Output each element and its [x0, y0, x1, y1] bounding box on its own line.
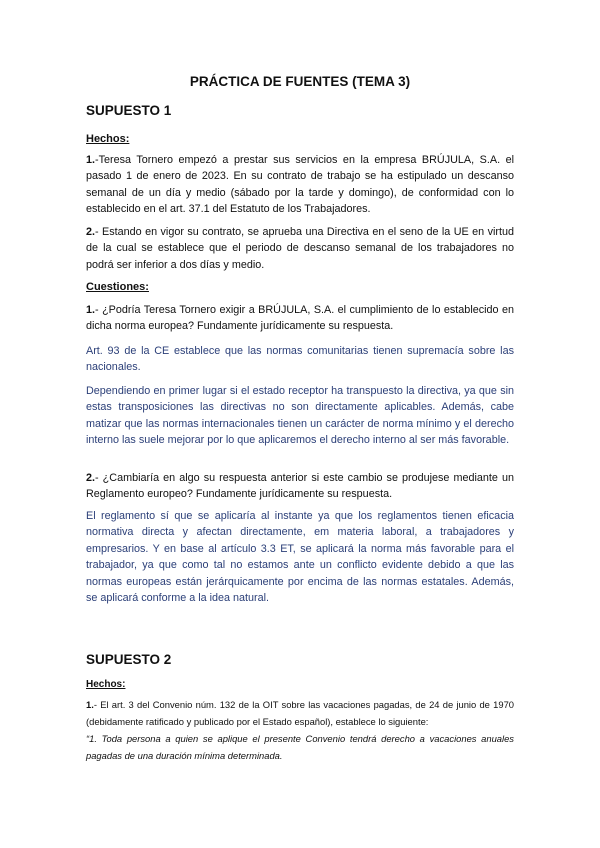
- hecho-paragraph: [86, 224, 514, 273]
- hechos-heading: Hechos:: [86, 679, 126, 690]
- answer-paragraph: Dependiendo en primer lugar si el estado receptor ha transpuesto la directiva, ya que sin estas transposiciones las directivas no son directamente aplicables. Además, cabe matizar que las normas internacionales tienen un carácter de norma mínimo y el derecho interno las suele mejorar por lo que aplicaremos el derecho interno al ser más favorable.: [86, 385, 514, 447]
- page-title: PRÁCTICA DE FUENTES (TEMA 3): [189, 74, 411, 89]
- hecho-number: 1.: [86, 699, 94, 710]
- cuestion-number: 2.: [86, 472, 96, 484]
- hecho-text: -Teresa Tornero empezó a prestar sus servicios en la empresa BRÚJULA, S.A. el pasado 1 de enero de 2023. En su contrato de trabajo se ha estipulado un descanso semanal de un día y medio (sábado por la tarde y domingo), de conformidad con lo establecido en el art. 37.1 del Estatuto de los Trabajadores.: [86, 154, 514, 216]
- answer-paragraph: Art. 93 de la CE establece que las normas comunitarias tienen supremacía sobre las nacionales.: [86, 345, 514, 374]
- cuestion-paragraph: [86, 470, 514, 503]
- hecho-paragraph: [86, 152, 514, 218]
- answer-paragraph: El reglamento sí que se aplicaría al instante ya que los reglamentos tienen eficacia normativa directa y afectan directamente, em materia laboral, a trabajadores y empresarios. Y en base al artículo 3.3 ET, se aplicará la norma más favorable para el trabajador, ya que como tal no estamos ante un conflicto evidente debido a que las normas europeas están jerárquicamente por encima de las normas estatales. Además, se aplicará conforme a la idea natural.: [86, 510, 514, 605]
- supuesto-2-heading: SUPUESTO 2: [86, 652, 172, 667]
- hecho-text: - El art. 3 del Convenio núm. 132 de la OIT sobre las vacaciones pagadas, de 24 de junio de 1970 (debidamente ratificado y publicado por el Estado español), establece lo siguiente:: [86, 699, 514, 727]
- quote-paragraph: “1. Toda persona a quien se aplique el presente Convenio tendrá derecho a vacaciones anuales pagadas de una duración mínima determinada.: [86, 733, 514, 761]
- cuestion-text: - ¿Cambiaría en algo su respuesta anterior si este cambio se produjese mediante un Reglamento europeo? Fundamente jurídicamente su respuesta.: [86, 472, 514, 501]
- cuestion-number: 1.: [86, 304, 96, 316]
- cuestiones-heading: Cuestiones:: [86, 281, 149, 293]
- cuestion-paragraph: [86, 302, 514, 335]
- hecho-text: - Estando en vigor su contrato, se aprueba una Directiva en el seno de la UE en virtud de la cual se establece que el periodo de descanso semanal de los trabajadores no podrá ser inferior a dos días y medio.: [86, 226, 514, 271]
- hecho-number: 1.: [86, 154, 96, 166]
- hecho-paragraph: [86, 697, 514, 730]
- hechos-heading: Hechos:: [86, 133, 130, 145]
- cuestion-text: - ¿Podría Teresa Tornero exigir a BRÚJULA, S.A. el cumplimiento de lo establecido en dicha norma europea? Fundamente jurídicamente su respuesta.: [86, 304, 514, 333]
- hecho-number: 2.: [86, 226, 96, 238]
- supuesto-1-heading: SUPUESTO 1: [86, 103, 172, 118]
